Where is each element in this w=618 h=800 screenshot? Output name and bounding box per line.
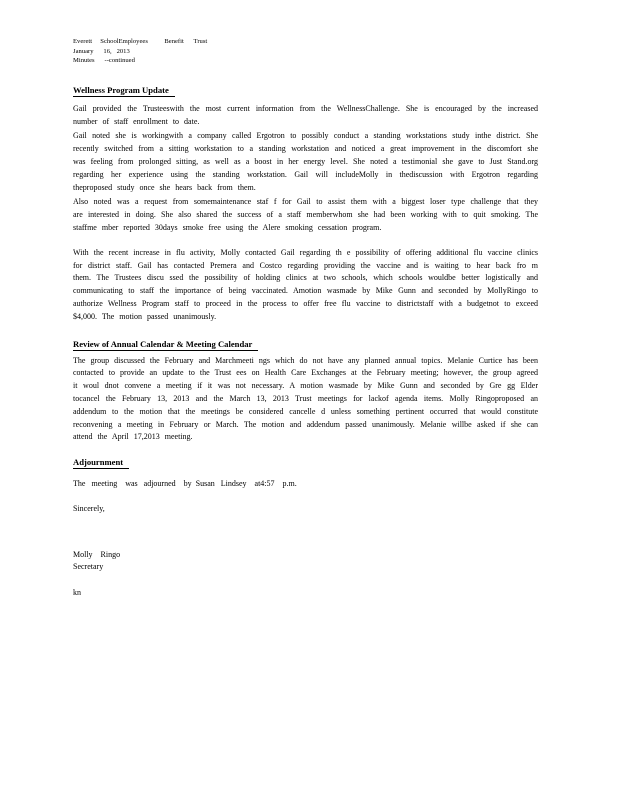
wellness-paragraph-3: Also noted was a request from somemaintenance staf f for Gail to assist them with a biggest loser type challenge that they are interested in doing. She also shared the success of a staff memberwhom she had been working with to quit smoking. The staffme mber reported 30days smoke free using the Alere smoking cessation program. [73,197,538,232]
review-heading: Review of Annual Calendar & Meeting Calendar [73,339,258,351]
salutation: Sincerely, [73,504,105,514]
typist-initials: kn [73,588,81,598]
wellness-paragraph-2: Gail noted she is workingwith a company called Ergotron to possibly conduct a standing workstations study inthe district. She recently switched from a sitting workstation to a standing workstation and noticed a great improvement in the discomfort she was feeling from prolonged sitting, as well as a boost in her energy level. She noted a testimonial she gave to Just Stand.org regarding her experience using the standing workstation. Gail will includeMolly in thediscussion with Ergotron regarding theproposed study once she hears back from them. [73,131,538,192]
wellness-heading: Wellness Program Update [73,85,175,97]
signer-title: Secretary [73,562,104,572]
doc-header-line-1: Everett SchoolEmployees Benefit Trust [73,38,208,45]
signer-name: Molly Ringo [73,550,121,560]
adjournment-heading: Adjournment [73,457,129,469]
adjournment-text: The meeting was adjourned by Susan Lindsey at4:57 p.m. [73,479,297,489]
wellness-paragraph-1: Gail provided the Trusteeswith the most current information from the WellnessChallenge. She is encouraged by the increased number of staff enrollment to date. [73,103,538,126]
wellness-paragraph-4: With the recent increase in flu activity, Molly contacted Gail regarding th e possibility of offering additional flu vaccine clinics for district staff. Gail has contacted Premera and Costco regarding providing the vaccine and is waiting to hear back fro m them. The Trustees discu ssed the possibility of holding clinics at two schools, which schools wouldbe better logistically and communicating to staff the importance of being vaccinated. Amotion wasmade by Mike Gunn and seconded by MollyRingo to authorize Wellness Program staff to proceed in the process to offer free flu vaccine to districtstaff with a budgetnot to exceed $4,000. The motion passed unanimously. [73,247,538,321]
doc-header-line-2: January 16, 2013 [73,47,130,55]
doc-header-line-3: Minutes --continued [73,57,135,65]
review-paragraph: The group discussed the February and Marchmeeti ngs which do not have any planned annual topics. Melanie Curtice has been contacted to provide an update to the Trust ees on Health Care Exchanges at the February meeting; however, the group agreed it woul dnot convene a meeting if it was not necessary. A motion wasmade by Mike Gunn and seconded by Gre gg Elder tocancel the February 13, 2013 and the March 13, 2013 Trust meetings for lackof agenda items. Molly Ringoproposed an addendum to the motion that the meetings be considered cancelle d unless something pertinent occurred that would constitute reconvening a meeting in February or March. The motion and addendum passed unanimously. Melanie willbe asked if she can attend the April 17,2013 meeting. [73,355,538,442]
document-page [73,37,538,599]
